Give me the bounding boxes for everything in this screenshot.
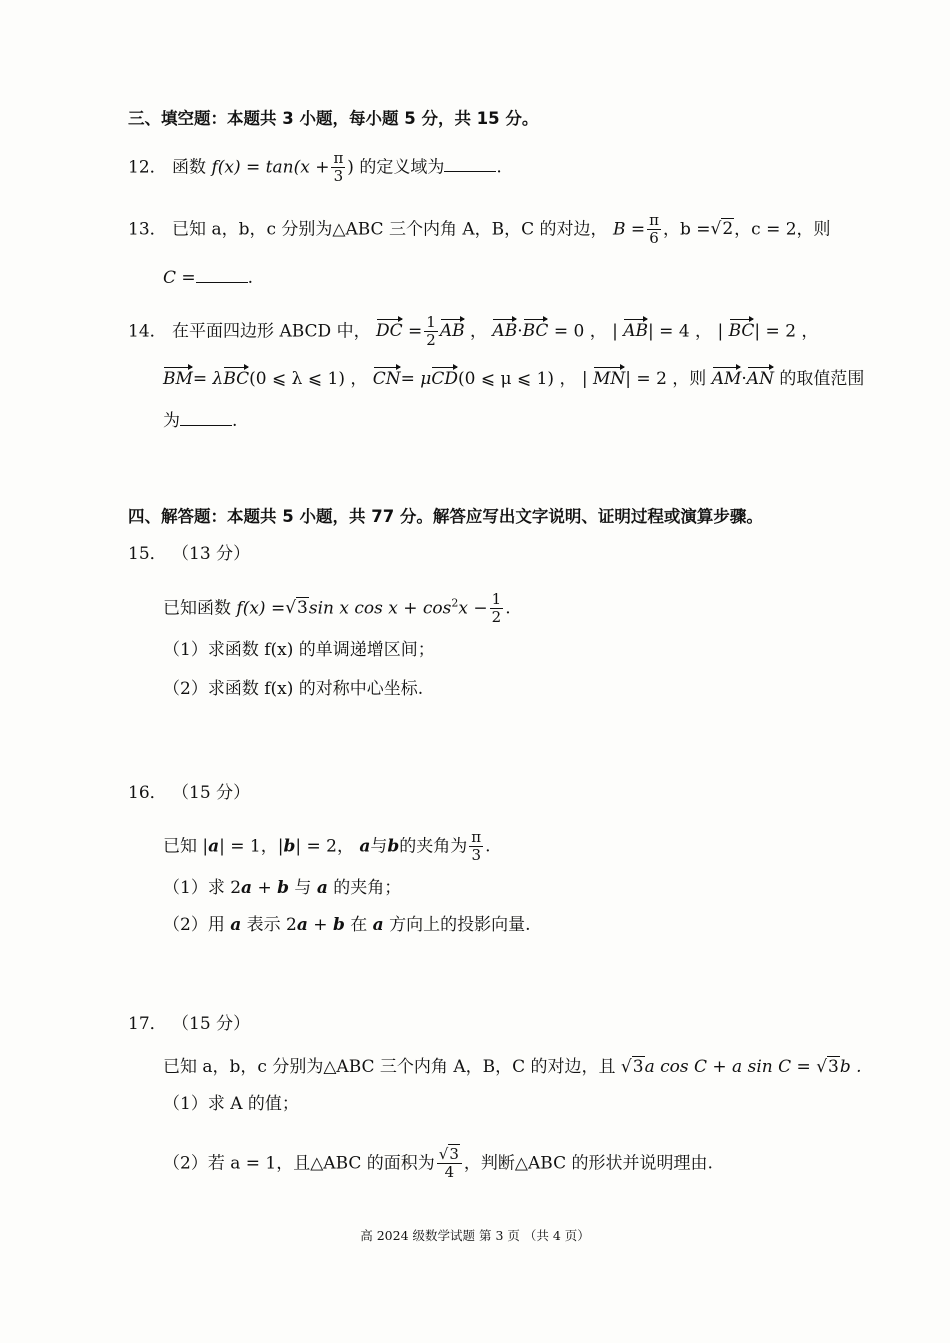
q17-stem: 已知 a，b，c 分别为△ABC 三个内角 A，B，C 的对边，且 — [163, 1057, 616, 1077]
mn-val: | = 2 ，则 — [625, 369, 707, 389]
vec-a-3: a — [241, 878, 253, 898]
abs-ab-val: | = 4 ， — [648, 321, 713, 342]
vec-cd: CD — [431, 369, 458, 389]
vec-a: a — [208, 836, 220, 857]
q16-p1-pre: （1）求 2 — [163, 878, 242, 898]
vec-bc: BC — [522, 321, 549, 342]
question-17-header — [128, 1016, 250, 1033]
q13-c: C = — [163, 268, 196, 288]
q14-zero: = 0 ， — [553, 321, 607, 342]
vec-an: AN — [746, 369, 774, 389]
q12-end: . — [496, 157, 502, 178]
vec-a-5: a — [230, 915, 242, 935]
q16-mid2: | = 2， — [295, 836, 354, 857]
question-16-part1 — [163, 880, 401, 897]
vec-ab: AB — [439, 321, 465, 342]
question-16-part2 — [163, 917, 530, 934]
question-number: 15． — [128, 544, 167, 564]
vec-am: AM — [711, 369, 742, 389]
answer-blank[interactable] — [444, 157, 496, 172]
vec-a-4: a — [316, 878, 328, 898]
q13-bside: ，b = — [662, 219, 711, 240]
abs-bar-3: | — [581, 369, 593, 389]
square: 2 — [451, 596, 459, 610]
q12-pre: 函数 — [172, 157, 207, 178]
q16-end: . — [485, 836, 491, 857]
plus-2: + — [307, 915, 333, 935]
q16-p1-mid: 与 — [289, 878, 317, 898]
question-16-header — [128, 785, 250, 802]
question-16-stem — [163, 829, 491, 865]
vec-a-6: a — [296, 915, 308, 935]
sqrt3-over-4: $\frac{√3}{4}$ — [437, 1146, 462, 1182]
lambda-range: (0 ⩽ λ ⩽ 1) ， — [249, 369, 368, 389]
q15-end: . — [505, 598, 511, 619]
q15-xminus: x − — [458, 598, 488, 619]
question-13 — [128, 212, 831, 248]
question-15-part2: （2）求函数 f(x) 的对称中心坐标. — [163, 679, 424, 699]
question-14: 14． 在平面四边形 ABCD 中， DC = $\frac{1}{2}$ AB ， AB·BC = 0 ， | AB| = 4 ， | BC| = 2 ， — [128, 313, 819, 350]
question-score: （13 分） — [172, 544, 251, 564]
question-score: （15 分） — [172, 1014, 251, 1034]
q14-pre: 在平面四边形 ABCD 中， — [172, 321, 371, 342]
q17-p2-pre: （2）若 a = 1，且△ABC 的面积为 — [163, 1153, 435, 1174]
q16-mid1: | = 1，| — [219, 836, 284, 857]
q17-eq-end: b . — [839, 1057, 862, 1077]
q16-p2-mid: 表示 2 — [241, 915, 297, 935]
range-text: 的取值范围 — [779, 369, 865, 389]
vec-a-7: a — [372, 915, 384, 935]
q17-eq-mid: a cos C + a sin C = — [644, 1057, 811, 1077]
vec-mn: MN — [593, 369, 626, 389]
page-footer: 高 2024 级数学试题 第 3 页 （共 4 页） — [360, 1228, 590, 1243]
mu-range: (0 ⩽ μ ⩽ 1) ， — [458, 369, 577, 389]
vec-bc-2: BC — [728, 321, 755, 342]
vec-bc-3: BC — [223, 369, 250, 389]
q15-fx: f(x) = — [236, 598, 286, 619]
pi-over-3: $\frac{\pi}{3}$ — [471, 828, 482, 865]
q14-end: . — [232, 411, 238, 431]
abs-bar-2: | — [717, 321, 729, 342]
abs-bc-val: | = 2 ， — [754, 321, 819, 342]
question-17-part1: （1）求 A 的值； — [163, 1094, 299, 1114]
q12-close: ) — [347, 157, 354, 178]
plus: + — [252, 878, 278, 898]
question-15-part1: （1）求函数 f(x) 的单调递增区间； — [163, 640, 435, 660]
q16-p1-post: 的夹角； — [327, 878, 402, 898]
q13-cside: ，c = 2，则 — [734, 219, 831, 240]
vec-ab-3: AB — [623, 321, 649, 342]
q12-post: 的定义域为 — [359, 157, 445, 178]
question-number: 16． — [128, 783, 167, 803]
sqrt-3: √3 — [620, 1057, 644, 1077]
section-4-heading: 四、解答题：本题共 5 小题，共 77 分。解答应写出文字说明、证明过程或演算步骤。 — [128, 507, 763, 526]
question-14-line3 — [163, 411, 237, 430]
answer-blank[interactable] — [180, 411, 232, 426]
question-17-part2 — [163, 1146, 713, 1182]
q16-p2-in: 在 — [344, 915, 373, 935]
half: $\frac{1}{2}$ — [426, 313, 436, 350]
question-15-stem — [163, 591, 511, 627]
q16-angle: 的夹角为 — [399, 836, 468, 857]
q14-eq: = — [408, 321, 423, 342]
question-number: 13． — [128, 219, 167, 240]
question-12 — [128, 150, 502, 186]
vec-b: b — [283, 836, 296, 857]
q14-wei: 为 — [163, 411, 180, 431]
mu: = μ — [400, 369, 432, 389]
answer-blank[interactable] — [196, 268, 248, 283]
sqrt-3-b: √3 — [816, 1057, 839, 1077]
q15-pre: 已知函数 — [163, 598, 231, 619]
dot: · — [517, 321, 523, 342]
half: $\frac{1}{2}$ — [491, 590, 502, 627]
vec-dc: DC — [375, 321, 403, 342]
dot-2: · — [741, 369, 747, 389]
q12-func: f(x) = tan(x + — [211, 157, 330, 178]
vec-cn: CN — [372, 369, 401, 389]
abs-bar: | — [612, 321, 624, 342]
question-number: 12． — [128, 157, 167, 178]
lambda: = λ — [192, 369, 224, 389]
question-score: （15 分） — [172, 783, 251, 803]
pi-over-6: $\frac{\pi}{6}$ — [649, 211, 659, 248]
question-number: 14． — [128, 321, 167, 342]
q13-text: 已知 a，b，c 分别为△ABC 三个内角 A，B，C 的对边， — [172, 219, 608, 240]
q17-p2-post: ，判断△ABC 的形状并说明理由. — [463, 1153, 713, 1174]
sqrt-2: √2 — [710, 219, 734, 240]
vec-a-2: a — [359, 836, 371, 857]
q16-pre: 已知 | — [163, 836, 209, 857]
question-number: 17． — [128, 1014, 167, 1034]
vec-b-3: b — [277, 878, 290, 898]
vec-ab-2: AB — [492, 321, 518, 342]
question-13-line2 — [163, 268, 253, 287]
pi-over-3: $\frac{\pi}{3}$ — [333, 149, 344, 186]
q16-yu: 与 — [370, 836, 388, 857]
sqrt-3: √3 — [285, 598, 308, 619]
question-17-stem — [163, 1059, 862, 1076]
section-3-heading: 三、填空题：本题共 3 小题，每小题 5 分，共 15 分。 — [128, 109, 539, 128]
q13-end: . — [247, 268, 254, 288]
q13-b: B = — [612, 219, 646, 240]
q15-rest: sin x cos x + cos — [308, 598, 452, 619]
vec-b-2: b — [387, 836, 400, 857]
vec-bm: BM — [163, 369, 193, 389]
q16-p2-post: 方向上的投影向量. — [383, 915, 531, 935]
q16-p2-pre: （2）用 — [163, 915, 231, 935]
question-14-line2 — [163, 371, 864, 388]
vec-b-4: b — [332, 915, 345, 935]
question-15-header — [128, 546, 250, 563]
